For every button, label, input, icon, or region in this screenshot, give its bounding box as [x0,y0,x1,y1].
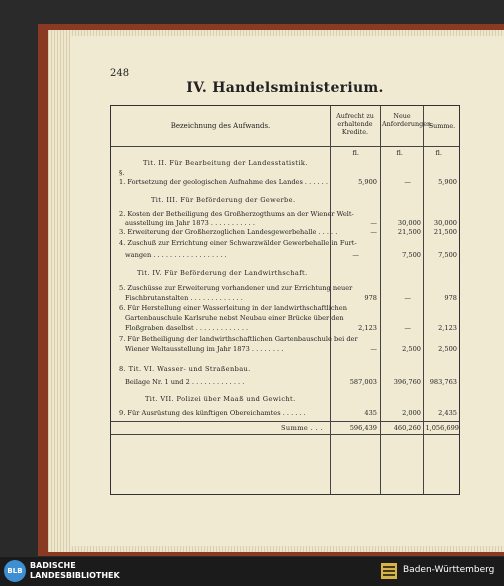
cell-credit: — [370,219,377,227]
row-text: wangen . . . . . . . . . . . . . . . . . . [125,251,227,259]
cell-credit: — [370,228,377,236]
cell-sum: 978 [444,294,457,302]
row-text: Gartenbauschule Karlsruhe nebst Neubau einer Brücke über den [125,314,344,322]
cell-new: — [404,294,411,302]
sum-total: 1,056,699 [425,424,459,432]
cell-new: — [404,324,411,332]
cell-new: — [404,178,411,186]
cell-sum: 21,500 [433,228,457,236]
cell-new: 2,000 [402,409,421,417]
cell-credit: 2,123 [358,324,377,332]
header-new: Neue Anforderungen. [382,112,434,128]
sum-credit: 596,439 [349,424,377,432]
row-text: Floßgraben daselbst . . . . . . . . . . . . . [125,324,249,332]
section-heading: Tit. VII. Polizei über Maaß und Gewicht. [145,395,296,403]
sum-rule [111,421,459,422]
row-text: 9. Für Ausrüstung des künftigen Obereichamtes . . . . . . [119,409,306,417]
library-name[interactable] [30,561,120,581]
section-heading: 8. Tit. VI. Wasser- und Straßenbau. [119,365,251,373]
blb-logo[interactable]: BLB [4,560,26,582]
page-title: IV. Handelsministerium. [186,80,384,96]
row-text: 3. Erweiterung der Großherzoglichen Landesgewerbehalle . . . . . [119,228,338,236]
cell-sum: 2,123 [438,324,457,332]
row-text: Wiener Weltausstellung im Jahr 1873 . . . . . . . . [125,345,284,353]
cell-credit: 587,003 [349,378,377,386]
section-heading: Tit. III. Für Beförderung der Gewerbe. [151,196,296,204]
expenditure-table [110,105,460,495]
row-text: Fischbrutanstalten . . . . . . . . . . . . . [125,294,243,302]
cell-credit: 5,900 [358,178,377,186]
unit-col1: fl. [352,149,359,157]
cell-credit: — [352,251,359,259]
sum-label: Summe . . . [281,424,324,432]
cell-sum: 5,900 [438,178,457,186]
row-text: 6. Für Herstellung einer Wasserleitung in der landwirthschaftlichen [119,304,347,312]
row-text: 5. Zuschüsse zur Erweiterung vorhandener und zur Errichtung neuer [119,284,353,292]
cell-sum: 2,500 [438,345,457,353]
header-rule [111,146,459,147]
header-description: Bezeichnung des Aufwands. [170,122,271,130]
cell-sum: 30,000 [433,219,457,227]
cell-credit: 435 [364,409,377,417]
section-heading: Tit. IV. Für Beförderung der Landwirthschaft. [137,269,308,277]
sum-new: 460,260 [393,424,421,432]
section-heading: Tit. II. Für Bearbeitung der Landesstatistik. [143,159,308,167]
row-text: ausstellung im Jahr 1873 . . . . . . . . . . . [125,219,255,227]
cell-sum: 7,500 [438,251,457,259]
page-number: 248 [110,68,130,79]
row-text: 2. Kosten der Betheiligung des Großherzogthums an der Wiener Welt- [119,210,354,218]
cell-new: 7,500 [402,251,421,259]
library-name-line2: LANDESBIBLIOTHEK [30,571,120,580]
viewer-footer [0,557,504,586]
paragraph-mark: §. [119,169,125,177]
cell-credit: 978 [364,294,377,302]
library-name-line1: BADISCHE [30,561,76,570]
unit-col2: fl. [396,149,403,157]
header-sum: Summe. [428,122,456,130]
stag-coat-of-arms-icon [380,562,398,580]
cell-new: 2,500 [402,345,421,353]
cell-new: 21,500 [397,228,421,236]
header-credits: Aufrecht zu erhaltende Kredite. [336,112,374,136]
unit-col3: fl. [435,149,442,157]
row-text: 1. Fortsetzung der geologischen Aufnahme des Landes . . . . . . [119,178,328,186]
cell-new: 396,760 [393,378,421,386]
sum-rule-bottom [111,434,459,435]
cell-sum: 2,435 [438,409,457,417]
cell-sum: 983,763 [429,378,457,386]
row-text: 4. Zuschuß zur Errichtung einer Schwarzwälder Gewerbehalle in Furt- [119,239,357,247]
cell-credit: — [370,345,377,353]
cell-new: 30,000 [397,219,421,227]
state-name[interactable]: Baden-Württemberg [403,565,495,575]
row-text: 7. Für Betheiligung der landwirthschaftlichen Gartenbauschule bei der [119,335,358,343]
row-text: Beilage Nr. 1 und 2 . . . . . . . . . . . . . [125,378,245,386]
